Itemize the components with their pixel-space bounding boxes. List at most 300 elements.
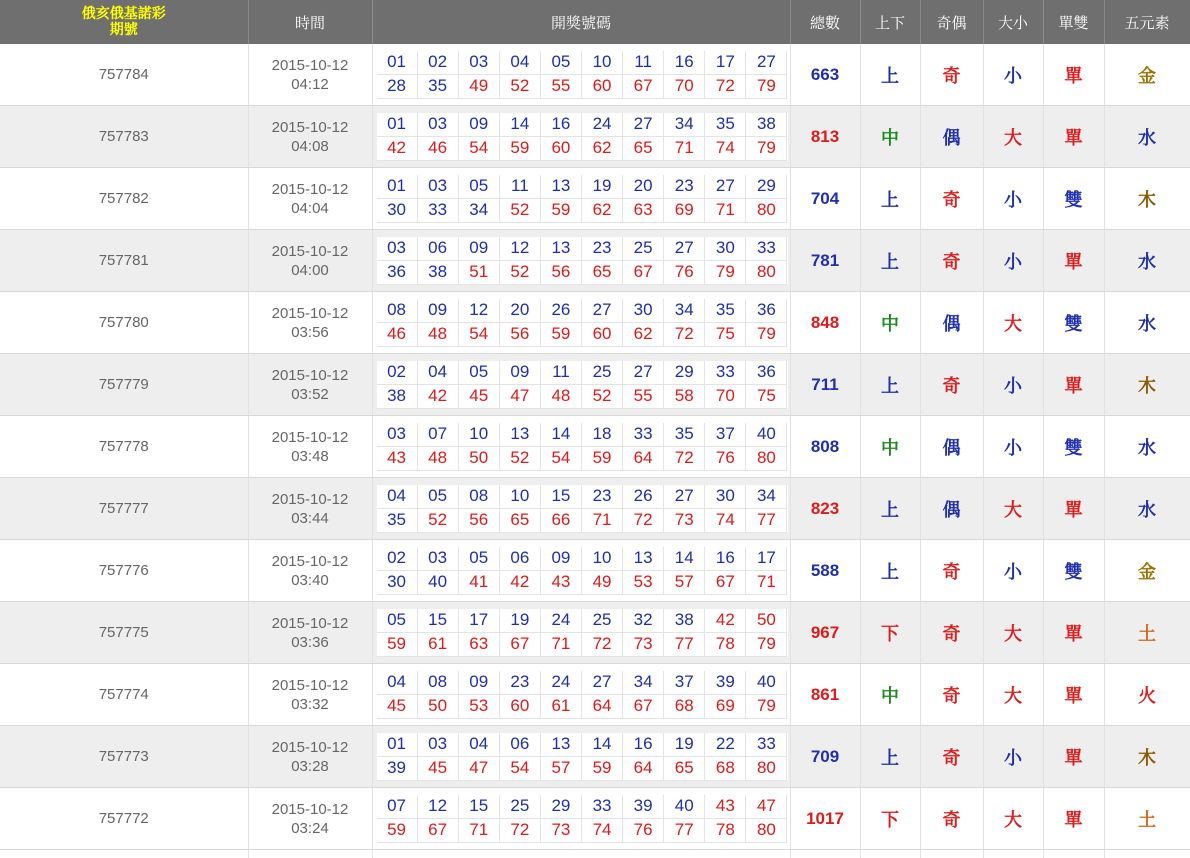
draw-date: 2015-10-12 xyxy=(249,738,372,757)
drawn-number: 58 xyxy=(664,385,705,409)
drawn-number: 29 xyxy=(664,361,705,385)
drawn-number: 16 xyxy=(664,51,705,75)
draw-clock: 03:52 xyxy=(249,385,372,404)
drawn-number: 59 xyxy=(377,633,418,657)
drawn-number: 72 xyxy=(664,447,705,471)
draw-time xyxy=(248,478,372,540)
drawn-number: 61 xyxy=(418,633,459,657)
drawn-number: 34 xyxy=(623,671,664,695)
drawn-number: 61 xyxy=(541,695,582,719)
drawn-number: 04 xyxy=(500,51,541,75)
drawn-number: 02 xyxy=(418,51,459,75)
singledouble-value: 單 xyxy=(1043,106,1104,168)
drawn-number: 38 xyxy=(377,385,418,409)
updown-value: 中 xyxy=(860,292,920,354)
drawn-number: 40 xyxy=(664,795,705,819)
drawn-number: 14 xyxy=(541,423,582,447)
drawn-number: 71 xyxy=(541,633,582,657)
oddeven-value: 奇 xyxy=(920,230,983,292)
draw-time xyxy=(248,106,372,168)
draw-time xyxy=(248,664,372,726)
drawn-number: 49 xyxy=(459,75,500,99)
header-elements: 五元素 xyxy=(1104,0,1190,44)
number-grid xyxy=(377,671,788,719)
drawn-number: 60 xyxy=(541,137,582,161)
drawn-number: 09 xyxy=(500,361,541,385)
drawn-number: 42 xyxy=(705,609,746,633)
element-value: 水 xyxy=(1104,416,1190,478)
drawn-number: 53 xyxy=(459,695,500,719)
drawn-number: 14 xyxy=(664,547,705,571)
drawn-number: 23 xyxy=(582,237,623,261)
singledouble-value: 雙 xyxy=(1043,292,1104,354)
drawn-number: 73 xyxy=(623,633,664,657)
drawn-number: 72 xyxy=(500,819,541,843)
drawn-number: 10 xyxy=(582,547,623,571)
drawn-number: 16 xyxy=(541,113,582,137)
drawn-number: 64 xyxy=(623,447,664,471)
drawn-number: 08 xyxy=(459,485,500,509)
drawn-number: 42 xyxy=(418,385,459,409)
singledouble-value: 雙 xyxy=(1043,416,1104,478)
issue-number: 757782 xyxy=(0,168,248,230)
draw-clock: 03:28 xyxy=(249,757,372,776)
drawn-number: 05 xyxy=(459,361,500,385)
updown-value: 中 xyxy=(860,106,920,168)
drawn-number: 34 xyxy=(664,299,705,323)
drawn-number: 67 xyxy=(623,75,664,99)
drawn-number: 38 xyxy=(418,261,459,285)
drawn-number: 60 xyxy=(500,695,541,719)
singledouble-value: 單 xyxy=(1043,664,1104,726)
updown-value: 上 xyxy=(860,44,920,106)
drawn-number: 29 xyxy=(746,175,787,199)
drawn-number: 59 xyxy=(582,447,623,471)
element-value: 水 xyxy=(1104,478,1190,540)
sum-value: 848 xyxy=(790,292,860,354)
draw-date: 2015-10-12 xyxy=(249,614,372,633)
draw-time xyxy=(248,292,372,354)
drawn-number: 73 xyxy=(541,819,582,843)
singledouble-value: 雙 xyxy=(1043,540,1104,602)
singledouble-value: 單 xyxy=(1043,230,1104,292)
drawn-number: 38 xyxy=(746,113,787,137)
drawn-number: 16 xyxy=(705,547,746,571)
drawn-number: 59 xyxy=(541,199,582,223)
drawn-number: 77 xyxy=(664,633,705,657)
drawn-number: 78 xyxy=(705,819,746,843)
drawn-number: 07 xyxy=(377,795,418,819)
drawn-number: 54 xyxy=(500,757,541,781)
draw-clock: 04:00 xyxy=(249,261,372,280)
drawn-number: 50 xyxy=(418,695,459,719)
drawn-numbers xyxy=(372,168,790,230)
drawn-number: 05 xyxy=(459,175,500,199)
drawn-number: 24 xyxy=(541,609,582,633)
drawn-number: 80 xyxy=(746,819,787,843)
drawn-number: 40 xyxy=(746,423,787,447)
drawn-number: 65 xyxy=(500,509,541,533)
drawn-number: 55 xyxy=(541,75,582,99)
drawn-number: 36 xyxy=(377,261,418,285)
drawn-number: 26 xyxy=(623,485,664,509)
singledouble-value: 單 xyxy=(1043,354,1104,416)
drawn-number: 52 xyxy=(500,261,541,285)
bigsmall-value: 小 xyxy=(983,416,1043,478)
drawn-number: 70 xyxy=(705,385,746,409)
drawn-number: 52 xyxy=(500,199,541,223)
drawn-number: 76 xyxy=(705,447,746,471)
drawn-number: 03 xyxy=(377,423,418,447)
empty-cell xyxy=(983,850,1043,858)
empty-cell xyxy=(1043,850,1104,858)
issue-number: 757783 xyxy=(0,106,248,168)
oddeven-value: 奇 xyxy=(920,664,983,726)
oddeven-value: 奇 xyxy=(920,44,983,106)
drawn-number: 79 xyxy=(746,75,787,99)
draw-date: 2015-10-12 xyxy=(249,490,372,509)
drawn-number: 57 xyxy=(664,571,705,595)
drawn-number: 10 xyxy=(459,423,500,447)
drawn-number: 32 xyxy=(623,609,664,633)
drawn-number: 25 xyxy=(582,609,623,633)
drawn-number: 03 xyxy=(377,237,418,261)
drawn-number: 51 xyxy=(459,261,500,285)
drawn-number: 72 xyxy=(705,75,746,99)
updown-value: 下 xyxy=(860,788,920,850)
drawn-number: 24 xyxy=(541,671,582,695)
drawn-number: 71 xyxy=(746,571,787,595)
drawn-number: 47 xyxy=(746,795,787,819)
empty-cell xyxy=(920,850,983,858)
drawn-number: 71 xyxy=(582,509,623,533)
drawn-number: 01 xyxy=(377,733,418,757)
drawn-number: 27 xyxy=(746,51,787,75)
drawn-number: 52 xyxy=(418,509,459,533)
element-value: 水 xyxy=(1104,230,1190,292)
oddeven-value: 偶 xyxy=(920,106,983,168)
drawn-number: 34 xyxy=(746,485,787,509)
table-row xyxy=(0,664,1190,726)
drawn-number: 50 xyxy=(459,447,500,471)
drawn-number: 15 xyxy=(418,609,459,633)
drawn-number: 43 xyxy=(541,571,582,595)
element-value: 木 xyxy=(1104,726,1190,788)
drawn-number: 25 xyxy=(500,795,541,819)
drawn-number: 35 xyxy=(418,75,459,99)
drawn-number: 23 xyxy=(582,485,623,509)
number-grid xyxy=(377,795,788,843)
header-issue xyxy=(0,0,248,44)
drawn-number: 19 xyxy=(664,733,705,757)
drawn-number: 79 xyxy=(746,323,787,347)
oddeven-value: 奇 xyxy=(920,168,983,230)
drawn-number: 30 xyxy=(377,199,418,223)
number-grid xyxy=(377,175,788,223)
drawn-number: 79 xyxy=(705,261,746,285)
drawn-number: 62 xyxy=(582,199,623,223)
drawn-number: 17 xyxy=(705,51,746,75)
drawn-number: 42 xyxy=(500,571,541,595)
drawn-numbers xyxy=(372,664,790,726)
bigsmall-value: 小 xyxy=(983,540,1043,602)
drawn-number: 07 xyxy=(418,423,459,447)
draw-date: 2015-10-12 xyxy=(249,366,372,385)
drawn-number: 59 xyxy=(541,323,582,347)
bigsmall-value: 大 xyxy=(983,478,1043,540)
sum-value: 823 xyxy=(790,478,860,540)
drawn-number: 34 xyxy=(664,113,705,137)
number-grid xyxy=(377,485,788,533)
draw-clock: 03:36 xyxy=(249,633,372,652)
drawn-number: 79 xyxy=(746,695,787,719)
table-row xyxy=(0,168,1190,230)
drawn-number: 12 xyxy=(418,795,459,819)
drawn-number: 66 xyxy=(541,509,582,533)
drawn-number: 72 xyxy=(582,633,623,657)
drawn-number: 56 xyxy=(459,509,500,533)
drawn-number: 52 xyxy=(500,447,541,471)
singledouble-value: 單 xyxy=(1043,478,1104,540)
issue-number: 757776 xyxy=(0,540,248,602)
draw-date: 2015-10-12 xyxy=(249,118,372,137)
updown-value: 上 xyxy=(860,168,920,230)
draw-clock: 04:08 xyxy=(249,137,372,156)
drawn-number: 79 xyxy=(746,633,787,657)
issue-number: 757778 xyxy=(0,416,248,478)
drawn-number: 77 xyxy=(664,819,705,843)
draw-time xyxy=(248,602,372,664)
drawn-numbers xyxy=(372,478,790,540)
drawn-number: 35 xyxy=(705,113,746,137)
drawn-number: 30 xyxy=(705,237,746,261)
drawn-number: 14 xyxy=(500,113,541,137)
table-row-partial xyxy=(0,850,1190,858)
drawn-number: 70 xyxy=(664,75,705,99)
drawn-number: 26 xyxy=(541,299,582,323)
drawn-number: 03 xyxy=(418,175,459,199)
drawn-number: 48 xyxy=(418,323,459,347)
draw-date: 2015-10-12 xyxy=(249,304,372,323)
empty-cell xyxy=(248,850,372,858)
drawn-numbers xyxy=(372,44,790,106)
bigsmall-value: 大 xyxy=(983,602,1043,664)
drawn-number: 49 xyxy=(582,571,623,595)
draw-time xyxy=(248,354,372,416)
header-oddeven: 奇偶 xyxy=(920,0,983,44)
drawn-number: 12 xyxy=(459,299,500,323)
drawn-numbers xyxy=(372,230,790,292)
drawn-number: 04 xyxy=(377,485,418,509)
drawn-number: 15 xyxy=(541,485,582,509)
drawn-number: 79 xyxy=(746,137,787,161)
drawn-number: 33 xyxy=(623,423,664,447)
drawn-number: 65 xyxy=(623,137,664,161)
draw-clock: 03:56 xyxy=(249,323,372,342)
drawn-number: 74 xyxy=(705,137,746,161)
header-singledouble: 單雙 xyxy=(1043,0,1104,44)
issue-number: 757784 xyxy=(0,44,248,106)
drawn-number: 10 xyxy=(582,51,623,75)
issue-number: 757780 xyxy=(0,292,248,354)
table-row xyxy=(0,106,1190,168)
drawn-number: 74 xyxy=(582,819,623,843)
table-row xyxy=(0,726,1190,788)
drawn-number: 10 xyxy=(500,485,541,509)
header-bigsmall: 大小 xyxy=(983,0,1043,44)
drawn-number: 04 xyxy=(459,733,500,757)
updown-value: 中 xyxy=(860,416,920,478)
number-grid xyxy=(377,299,788,347)
drawn-number: 38 xyxy=(664,609,705,633)
bigsmall-value: 小 xyxy=(983,168,1043,230)
drawn-number: 13 xyxy=(623,547,664,571)
draw-date: 2015-10-12 xyxy=(249,56,372,75)
number-grid xyxy=(377,237,788,285)
drawn-number: 35 xyxy=(705,299,746,323)
drawn-number: 68 xyxy=(664,695,705,719)
bigsmall-value: 大 xyxy=(983,106,1043,168)
drawn-number: 25 xyxy=(582,361,623,385)
drawn-number: 29 xyxy=(541,795,582,819)
drawn-number: 02 xyxy=(377,547,418,571)
drawn-number: 46 xyxy=(418,137,459,161)
oddeven-value: 奇 xyxy=(920,602,983,664)
drawn-number: 09 xyxy=(459,113,500,137)
sum-value: 781 xyxy=(790,230,860,292)
element-value: 土 xyxy=(1104,788,1190,850)
drawn-number: 30 xyxy=(377,571,418,595)
issue-number: 757773 xyxy=(0,726,248,788)
table-row xyxy=(0,540,1190,602)
drawn-number: 11 xyxy=(623,51,664,75)
element-value: 火 xyxy=(1104,664,1190,726)
drawn-number: 09 xyxy=(459,237,500,261)
number-grid xyxy=(377,361,788,409)
empty-cell xyxy=(0,850,248,858)
drawn-number: 59 xyxy=(500,137,541,161)
table-row xyxy=(0,44,1190,106)
drawn-number: 33 xyxy=(582,795,623,819)
singledouble-value: 單 xyxy=(1043,726,1104,788)
drawn-number: 06 xyxy=(500,547,541,571)
drawn-number: 43 xyxy=(705,795,746,819)
issue-number: 757781 xyxy=(0,230,248,292)
drawn-number: 30 xyxy=(705,485,746,509)
drawn-number: 65 xyxy=(664,757,705,781)
drawn-number: 01 xyxy=(377,175,418,199)
drawn-number: 73 xyxy=(664,509,705,533)
table-row xyxy=(0,416,1190,478)
sum-value: 704 xyxy=(790,168,860,230)
drawn-number: 36 xyxy=(746,299,787,323)
oddeven-value: 奇 xyxy=(920,726,983,788)
drawn-number: 45 xyxy=(459,385,500,409)
drawn-number: 19 xyxy=(582,175,623,199)
drawn-number: 27 xyxy=(582,299,623,323)
updown-value: 上 xyxy=(860,230,920,292)
header-sum: 總數 xyxy=(790,0,860,44)
drawn-number: 74 xyxy=(705,509,746,533)
draw-date: 2015-10-12 xyxy=(249,180,372,199)
draw-clock: 04:12 xyxy=(249,75,372,94)
drawn-numbers xyxy=(372,726,790,788)
oddeven-value: 偶 xyxy=(920,416,983,478)
drawn-number: 47 xyxy=(500,385,541,409)
table-header-row xyxy=(0,0,1190,44)
drawn-number: 39 xyxy=(623,795,664,819)
drawn-number: 68 xyxy=(705,757,746,781)
bigsmall-value: 大 xyxy=(983,664,1043,726)
draw-date: 2015-10-12 xyxy=(249,428,372,447)
drawn-number: 13 xyxy=(541,175,582,199)
drawn-number: 27 xyxy=(582,671,623,695)
drawn-number: 27 xyxy=(623,361,664,385)
drawn-number: 17 xyxy=(459,609,500,633)
bigsmall-value: 小 xyxy=(983,726,1043,788)
singledouble-value: 單 xyxy=(1043,44,1104,106)
draw-clock: 03:40 xyxy=(249,571,372,590)
drawn-number: 75 xyxy=(746,385,787,409)
drawn-number: 08 xyxy=(418,671,459,695)
draw-clock: 03:32 xyxy=(249,695,372,714)
drawn-number: 56 xyxy=(541,261,582,285)
drawn-number: 18 xyxy=(582,423,623,447)
drawn-number: 63 xyxy=(459,633,500,657)
drawn-number: 59 xyxy=(377,819,418,843)
drawn-number: 69 xyxy=(705,695,746,719)
table-row xyxy=(0,602,1190,664)
drawn-number: 27 xyxy=(664,485,705,509)
table-row xyxy=(0,292,1190,354)
element-value: 金 xyxy=(1104,540,1190,602)
drawn-number: 67 xyxy=(500,633,541,657)
drawn-number: 20 xyxy=(500,299,541,323)
singledouble-value: 雙 xyxy=(1043,168,1104,230)
drawn-number: 62 xyxy=(582,137,623,161)
issue-number: 757777 xyxy=(0,478,248,540)
bigsmall-value: 小 xyxy=(983,44,1043,106)
drawn-number: 17 xyxy=(746,547,787,571)
drawn-number: 64 xyxy=(582,695,623,719)
draw-time xyxy=(248,44,372,106)
drawn-number: 76 xyxy=(664,261,705,285)
results-body xyxy=(0,44,1190,858)
drawn-number: 41 xyxy=(459,571,500,595)
draw-time xyxy=(248,416,372,478)
drawn-number: 01 xyxy=(377,113,418,137)
drawn-number: 19 xyxy=(500,609,541,633)
drawn-number: 67 xyxy=(623,695,664,719)
number-grid xyxy=(377,51,788,99)
drawn-number: 01 xyxy=(377,51,418,75)
drawn-number: 16 xyxy=(623,733,664,757)
drawn-number: 48 xyxy=(418,447,459,471)
table-row xyxy=(0,478,1190,540)
drawn-number: 25 xyxy=(623,237,664,261)
sum-value: 967 xyxy=(790,602,860,664)
drawn-number: 09 xyxy=(541,547,582,571)
drawn-number: 12 xyxy=(500,237,541,261)
singledouble-value: 單 xyxy=(1043,788,1104,850)
drawn-number: 45 xyxy=(377,695,418,719)
sum-value: 808 xyxy=(790,416,860,478)
drawn-number: 52 xyxy=(500,75,541,99)
drawn-number: 46 xyxy=(377,323,418,347)
drawn-number: 56 xyxy=(500,323,541,347)
draw-clock: 04:04 xyxy=(249,199,372,218)
drawn-number: 71 xyxy=(459,819,500,843)
